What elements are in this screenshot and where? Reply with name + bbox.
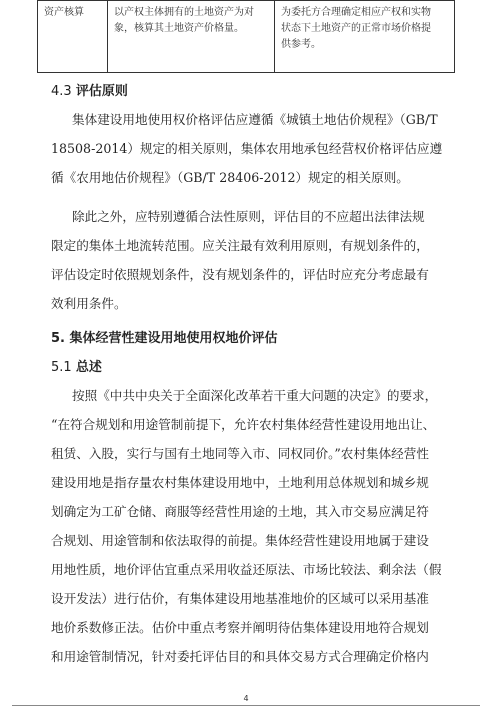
- section-title: 总述: [75, 360, 102, 375]
- cell-text: 供参考。: [281, 39, 321, 50]
- cell-text: 象，核算其土地资产价格量。: [114, 23, 244, 34]
- section-heading-5: 5. 集体经营性建设用地使用权地价评估: [51, 331, 278, 346]
- paragraph-line: 限定的集体土地流转范围。应关注最有效利用原则，有规划条件的，: [51, 238, 429, 253]
- paragraph-line: “在符合规划和用途管制前提下，允许农村集体经营性建设用地出让、: [51, 417, 436, 432]
- paragraph-line: 循《农用地估价规程》（GB/T 28406-2012）规定的相关原则。: [51, 170, 409, 185]
- section-heading-5-1: [51, 356, 102, 375]
- cell-text: 为委托方合理确定相应产权和实物: [281, 7, 431, 18]
- section-heading-4-3: [51, 80, 128, 99]
- cell-text: 资产核算: [44, 7, 84, 18]
- table-row: [38, 1, 455, 73]
- page-number: 4: [243, 694, 249, 703]
- table-cell-purpose: [275, 1, 455, 73]
- paragraph-line: 用地性质，地价评估宜重点采用收益还原法、市场比较法、剩余法（假: [51, 562, 442, 577]
- table-cell-category: [38, 1, 108, 73]
- paragraph-line: 划确定为工矿仓储、商服等经营性用途的土地，其入市交易应满足符: [51, 504, 429, 519]
- paragraph-line: 按照《中共中央关于全面深化改革若干重大问题的决定》的要求，: [72, 388, 438, 403]
- assets-table: [37, 0, 455, 73]
- table-cell-object: [108, 1, 275, 73]
- paragraph-line: 合规划、用途管制和依法取得的前提。集体经营性建设用地属于建设: [51, 533, 429, 548]
- paragraph-line: 和用途管制情况，针对委托评估目的和具体交易方式合理确定价格内: [51, 649, 429, 664]
- cell-text: 状态下土地资产的正常市场价格提: [281, 23, 431, 34]
- paragraph-line: 建设用地是指存量农村集体建设用地中，土地利用总体规划和城乡规: [51, 475, 429, 490]
- cell-text: 以产权主体拥有的土地资产为对: [114, 7, 254, 18]
- section-title: 评估原则: [75, 84, 128, 99]
- paragraph-line: 除此之外，应特别遵循合法性原则，评估目的不应超出法律法规: [72, 209, 425, 224]
- paragraph-line: 地价系数修正法。估价中重点考察并阐明待估集体建设用地符合规划: [51, 620, 429, 635]
- footer-divider: [12, 705, 480, 706]
- paragraph-line: 18508-2014）规定的相关原则，集体农用地承包经营权价格评估应遵: [51, 141, 443, 156]
- paragraph-line: 设开发法）进行估价，有集体建设用地基准地价的区域可以采用基准: [51, 591, 429, 606]
- paragraph-line: 租赁、入股，实行与国有土地同等入市、同权同价。”农村集体经营性: [51, 446, 429, 461]
- section-number: 4.3: [51, 84, 72, 99]
- paragraph-line: 评估设定时依照规划条件，没有规划条件的，评估时应充分考虑最有: [51, 267, 429, 282]
- paragraph-line: 集体建设用地使用权价格评估应遵循《城镇土地估价规程》（GB/T: [72, 112, 438, 127]
- section-number: 5.1: [51, 360, 72, 375]
- paragraph-line: 效利用条件。: [51, 296, 127, 311]
